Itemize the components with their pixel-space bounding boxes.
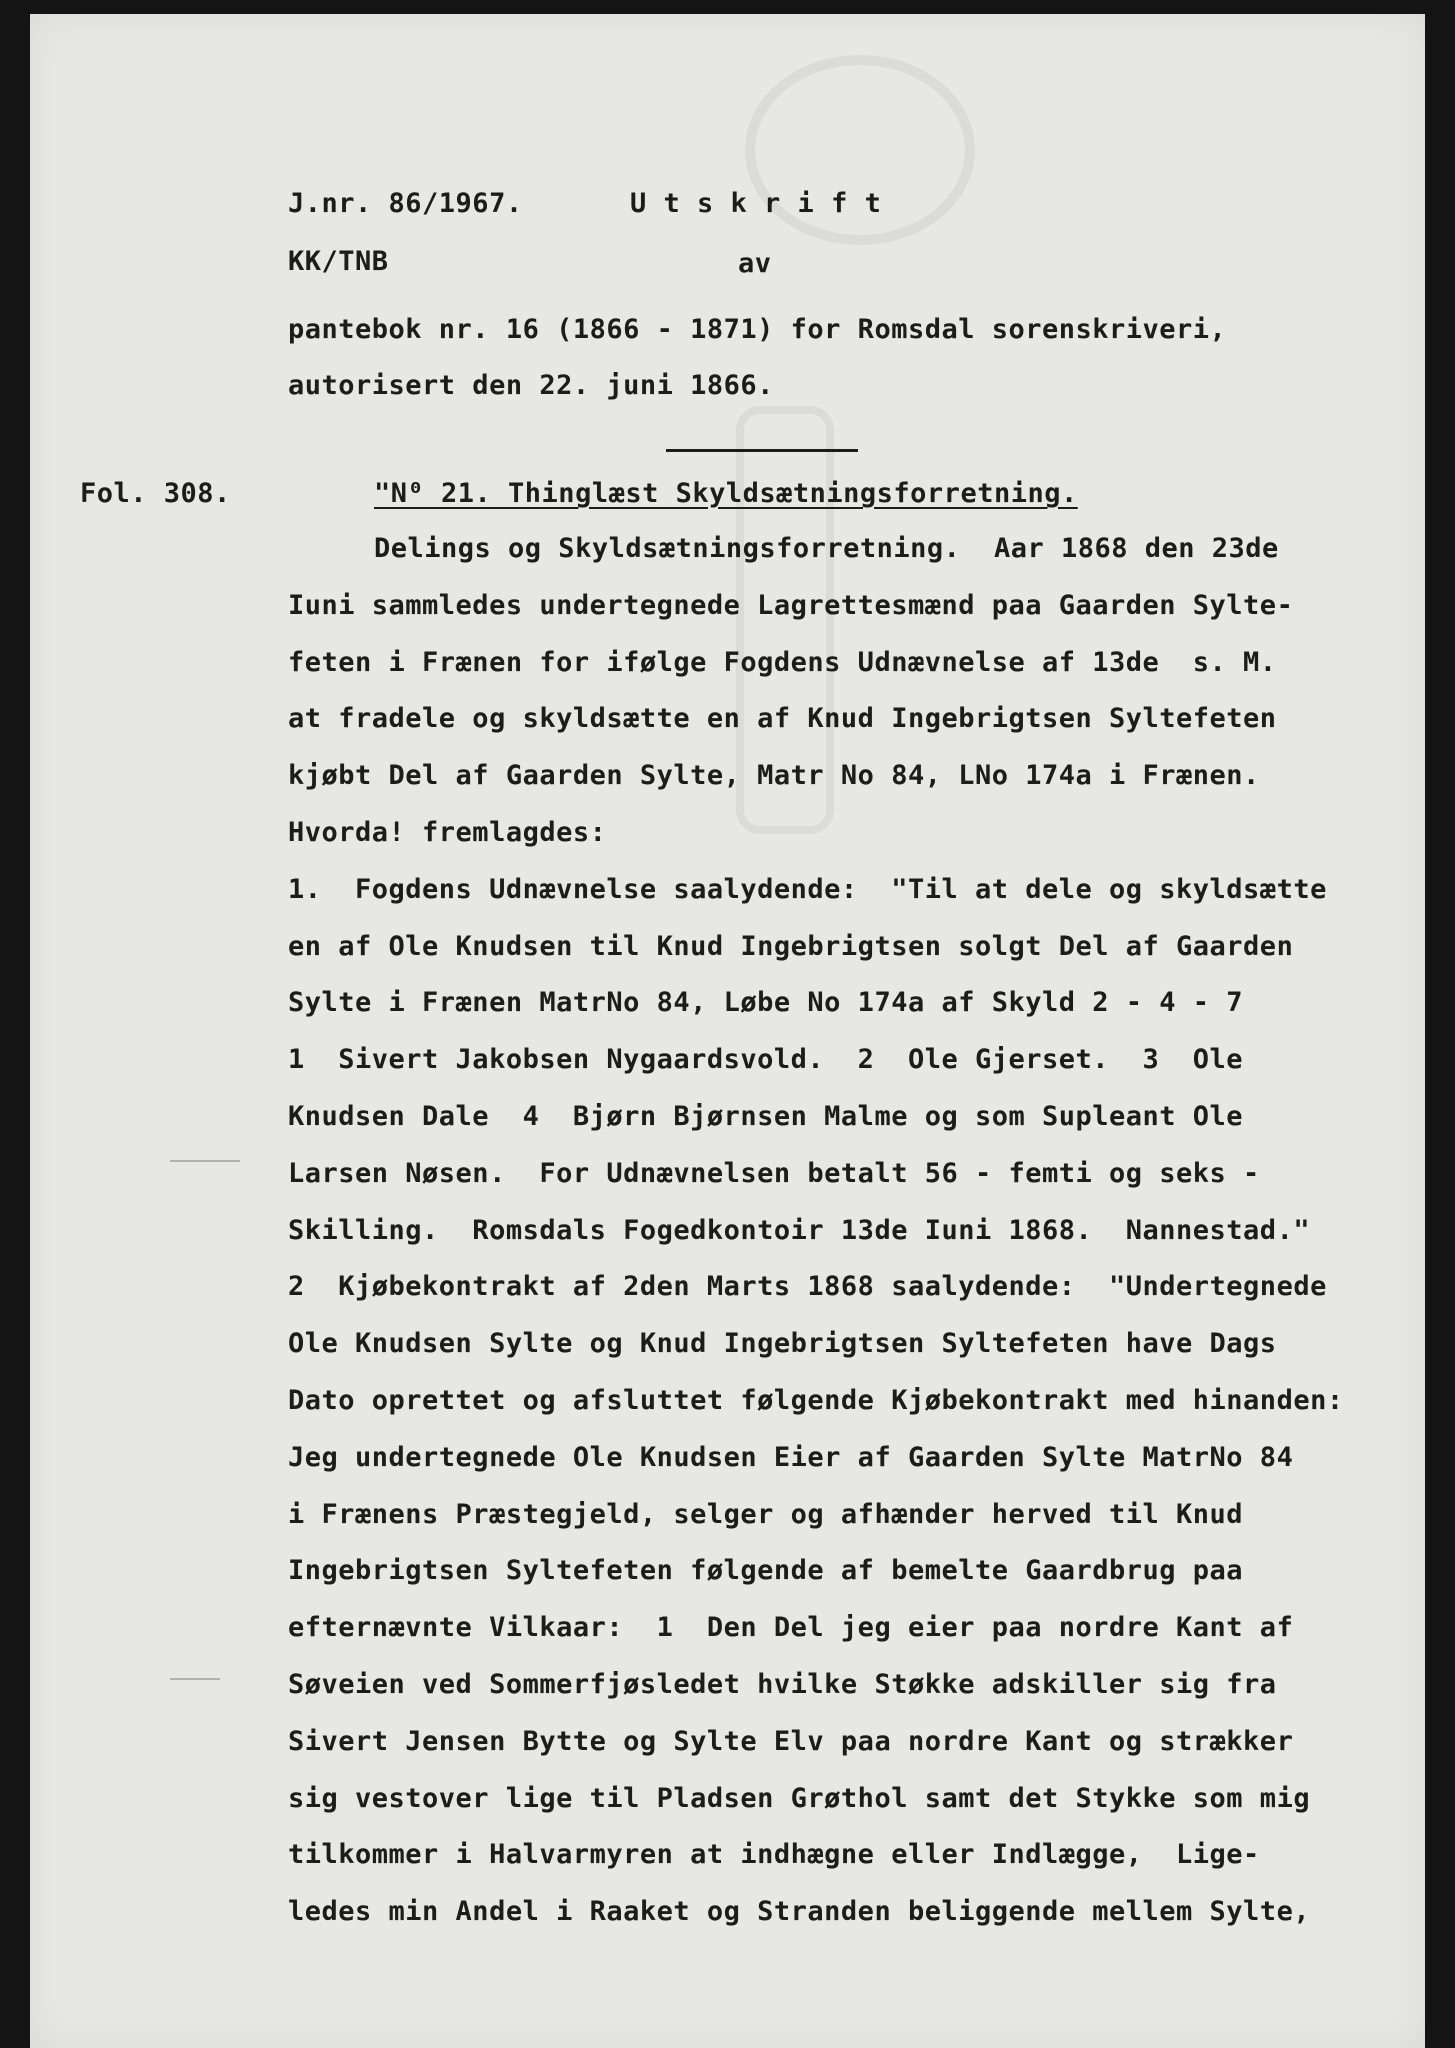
body-line: 2 Kjøbekontrakt af 2den Marts 1868 saalydende: "Undertegnede: [288, 1271, 1327, 1302]
body-line: Ole Knudsen Sylte og Knud Ingebrigtsen Syltefeten have Dags: [288, 1328, 1277, 1359]
body-line: kjøbt Del af Gaarden Sylte, Matr No 84, LNo 174a i Frænen.: [288, 760, 1260, 791]
body-line: Ingebrigtsen Syltefeten følgende af bemelte Gaardbrug paa: [288, 1555, 1244, 1586]
body-line: 1 Sivert Jakobsen Nygaardsvold. 2 Ole Gjerset. 3 Ole: [288, 1044, 1244, 1075]
body-line: Knudsen Dale 4 Bjørn Bjørnsen Malme og som Supleant Ole: [288, 1101, 1244, 1132]
body-line: Dato oprettet og afsluttet følgende Kjøbekontrakt med hinanden:: [288, 1385, 1344, 1416]
body-line: Hvorda! fremlagdes:: [288, 817, 607, 848]
body-line: sig vestover lige til Pladsen Grøthol samt det Stykke som mig: [288, 1783, 1311, 1814]
body-line: Skilling. Romsdals Fogedkontoir 13de Iuni 1868. Nannestad.": [288, 1215, 1311, 1246]
body-line: at fradele og skyldsætte en af Knud Ingebrigtsen Syltefeten: [288, 703, 1277, 734]
source-line-1: pantebok nr. 16 (1866 - 1871) for Romsdal sorenskriveri,: [288, 314, 1227, 345]
body-line: en af Ole Knudsen til Knud Ingebrigtsen solgt Del af Gaarden: [288, 931, 1294, 962]
folio-number: Fol. 308.: [80, 478, 231, 509]
document-type-heading: U t s k r i f t: [630, 188, 882, 219]
margin-mark: [170, 1678, 220, 1680]
record-title: "N⁰ 21. Thinglæst Skyldsætningsforretning.: [374, 478, 1078, 509]
body-line: tilkommer i Halvarmyren at indhægne eller Indlægge, Lige-: [288, 1839, 1260, 1870]
body-line: efternævnte Vilkaar: 1 Den Del jeg eier paa nordre Kant af: [288, 1612, 1294, 1643]
source-line-2: autorisert den 22. juni 1866.: [288, 370, 774, 401]
body-line: feten i Frænen for ifølge Fogdens Udnævnelse af 13de s. M.: [288, 647, 1277, 678]
body-line: Søveien ved Sommerfjøsledet hvilke Støkke adskiller sig fra: [288, 1669, 1277, 1700]
journal-number: J.nr. 86/1967.: [288, 188, 523, 219]
of-word: av: [738, 248, 772, 279]
section-divider: [666, 449, 858, 452]
body-line: Jeg undertegnede Ole Knudsen Eier af Gaarden Sylte MatrNo 84: [288, 1442, 1294, 1473]
body-line: Iuni sammledes undertegnede Lagrettesmænd paa Gaarden Sylte-: [288, 590, 1294, 621]
body-line: Larsen Nøsen. For Udnævnelsen betalt 56 - femti og seks -: [288, 1158, 1260, 1189]
body-line: i Frænens Præstegjeld, selger og afhænder herved til Knud: [288, 1499, 1244, 1530]
initials: KK/TNB: [288, 246, 389, 277]
margin-mark: [170, 1160, 240, 1162]
body-line: Delings og Skyldsætningsforretning. Aar 1868 den 23de: [374, 533, 1279, 564]
body-line: Sivert Jensen Bytte og Sylte Elv paa nordre Kant og strækker: [288, 1726, 1294, 1757]
body-line: ledes min Andel i Raaket og Stranden beliggende mellem Sylte,: [288, 1896, 1311, 1927]
body-line: Sylte i Frænen MatrNo 84, Løbe No 174a af Skyld 2 - 4 - 7: [288, 987, 1244, 1018]
body-line: 1. Fogdens Udnævnelse saalydende: "Til at dele og skyldsætte: [288, 874, 1327, 905]
